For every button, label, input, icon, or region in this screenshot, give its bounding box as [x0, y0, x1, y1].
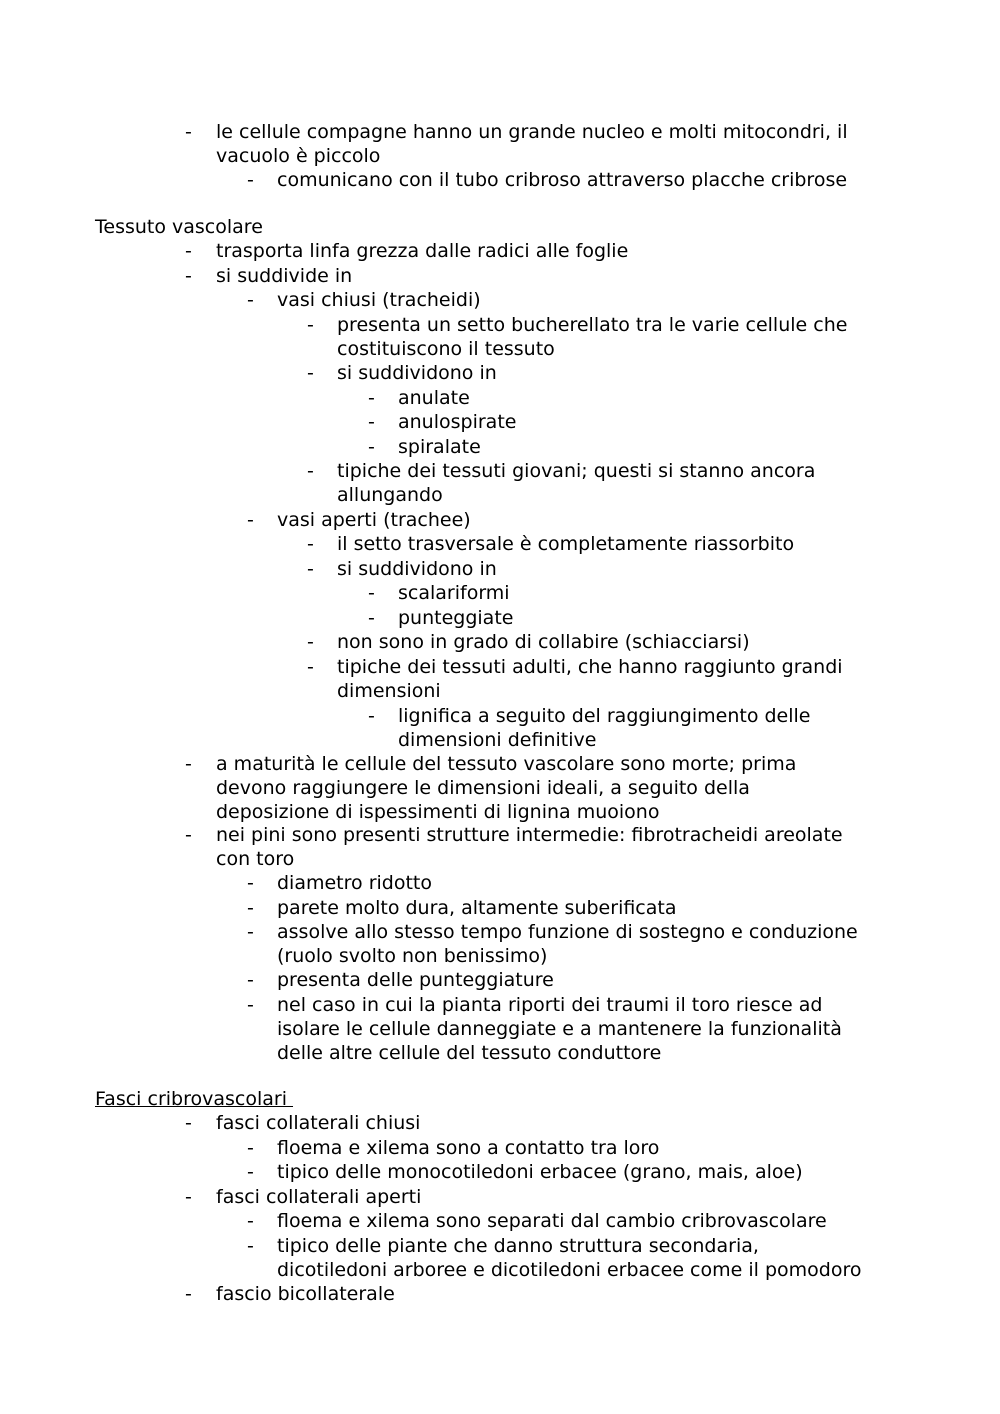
list-item-text: con toro: [216, 848, 295, 870]
bullet-dash: -: [247, 969, 254, 991]
bullet-dash: -: [247, 1161, 254, 1183]
list-item-text: floema e xilema sono a contatto tra loro: [277, 1137, 660, 1159]
section-heading-tessuto-vascolare: Tessuto vascolare: [95, 216, 263, 238]
list-item-text: fascio bicollaterale: [216, 1283, 395, 1305]
section-heading-fasci-cribrovascolari: Fasci cribrovascolari: [95, 1088, 294, 1110]
list-item-text: comunicano con il tubo cribroso attraverso placche cribrose: [277, 169, 848, 191]
bullet-dash: -: [368, 582, 375, 604]
list-item-text: anulate: [398, 387, 470, 409]
bullet-dash: -: [307, 558, 314, 580]
list-item-text: non sono in grado di collabire (schiacciarsi): [337, 631, 750, 653]
list-item-text: vacuolo è piccolo: [216, 145, 381, 167]
list-item-text: floema e xilema sono separati dal cambio cribrovascolare: [277, 1210, 827, 1232]
list-item-text: tipico delle piante che danno struttura secondaria,: [277, 1235, 759, 1257]
bullet-dash: -: [368, 387, 375, 409]
list-item-text: devono raggiungere le dimensioni ideali, a seguito della: [216, 777, 750, 799]
list-item-text: nel caso in cui la pianta riporti dei traumi il toro riesce ad: [277, 994, 823, 1016]
list-item-text: il setto trasversale è completamente riassorbito: [337, 533, 795, 555]
bullet-dash: -: [368, 705, 375, 727]
bullet-dash: -: [247, 169, 254, 191]
bullet-dash: -: [185, 121, 192, 143]
bullet-dash: -: [247, 921, 254, 943]
bullet-dash: -: [368, 607, 375, 629]
bullet-dash: -: [185, 1186, 192, 1208]
bullet-dash: -: [247, 1210, 254, 1232]
list-item-text: (ruolo svolto non benissimo): [277, 945, 548, 967]
list-item-text: dimensioni definitive: [398, 729, 597, 751]
list-item-text: spiralate: [398, 436, 481, 458]
list-item-text: si suddividono in: [337, 558, 497, 580]
list-item-text: isolare le cellule danneggiate e a mantenere la funzionalità: [277, 1018, 842, 1040]
list-item-text: tipiche dei tessuti adulti, che hanno raggiunto grandi: [337, 656, 843, 678]
list-item-text: si suddivide in: [216, 265, 353, 287]
list-item-text: assolve allo stesso tempo funzione di sostegno e conduzione: [277, 921, 858, 943]
bullet-dash: -: [185, 753, 192, 775]
list-item-text: allungando: [337, 484, 443, 506]
list-item-text: parete molto dura, altamente suberificata: [277, 897, 677, 919]
list-item-text: lignifica a seguito del raggiungimento delle: [398, 705, 811, 727]
bullet-dash: -: [307, 362, 314, 384]
list-item-text: deposizione di ispessimenti di lignina muoiono: [216, 801, 660, 823]
bullet-dash: -: [247, 994, 254, 1016]
list-item-text: vasi aperti (trachee): [277, 509, 471, 531]
bullet-dash: -: [247, 1137, 254, 1159]
bullet-dash: -: [185, 1283, 192, 1305]
bullet-dash: -: [185, 240, 192, 262]
list-item-text: delle altre cellule del tessuto conduttore: [277, 1042, 662, 1064]
list-item-text: costituiscono il tessuto: [337, 338, 555, 360]
list-item-text: fasci collaterali chiusi: [216, 1112, 421, 1134]
bullet-dash: -: [307, 656, 314, 678]
bullet-dash: -: [307, 631, 314, 653]
list-item-text: punteggiate: [398, 607, 514, 629]
list-item-text: a maturità le cellule del tessuto vascolare sono morte; prima: [216, 753, 797, 775]
list-item-text: scalariformi: [398, 582, 510, 604]
bullet-dash: -: [185, 1112, 192, 1134]
list-item-text: le cellule compagne hanno un grande nucleo e molti mitocondri, il: [216, 121, 848, 143]
bullet-dash: -: [185, 824, 192, 846]
bullet-dash: -: [368, 436, 375, 458]
list-item-text: tipico delle monocotiledoni erbacee (grano, mais, aloe): [277, 1161, 803, 1183]
bullet-dash: -: [247, 1235, 254, 1257]
list-item-text: dicotiledoni arboree e dicotiledoni erbacee come il pomodoro: [277, 1259, 862, 1281]
list-item-text: presenta delle punteggiature: [277, 969, 554, 991]
bullet-dash: -: [307, 314, 314, 336]
list-item-text: nei pini sono presenti strutture intermedie: fibrotracheidi areolate: [216, 824, 843, 846]
bullet-dash: -: [307, 460, 314, 482]
list-item-text: presenta un setto bucherellato tra le varie cellule che: [337, 314, 848, 336]
list-item-text: fasci collaterali aperti: [216, 1186, 422, 1208]
bullet-dash: -: [247, 872, 254, 894]
list-item-text: vasi chiusi (tracheidi): [277, 289, 481, 311]
bullet-dash: -: [247, 289, 254, 311]
list-item-text: si suddividono in: [337, 362, 497, 384]
bullet-dash: -: [185, 265, 192, 287]
list-item-text: trasporta linfa grezza dalle radici alle foglie: [216, 240, 629, 262]
bullet-dash: -: [247, 897, 254, 919]
list-item-text: diametro ridotto: [277, 872, 432, 894]
bullet-dash: -: [307, 533, 314, 555]
list-item-text: tipiche dei tessuti giovani; questi si stanno ancora: [337, 460, 816, 482]
list-item-text: anulospirate: [398, 411, 517, 433]
list-item-text: dimensioni: [337, 680, 441, 702]
bullet-dash: -: [368, 411, 375, 433]
bullet-dash: -: [247, 509, 254, 531]
